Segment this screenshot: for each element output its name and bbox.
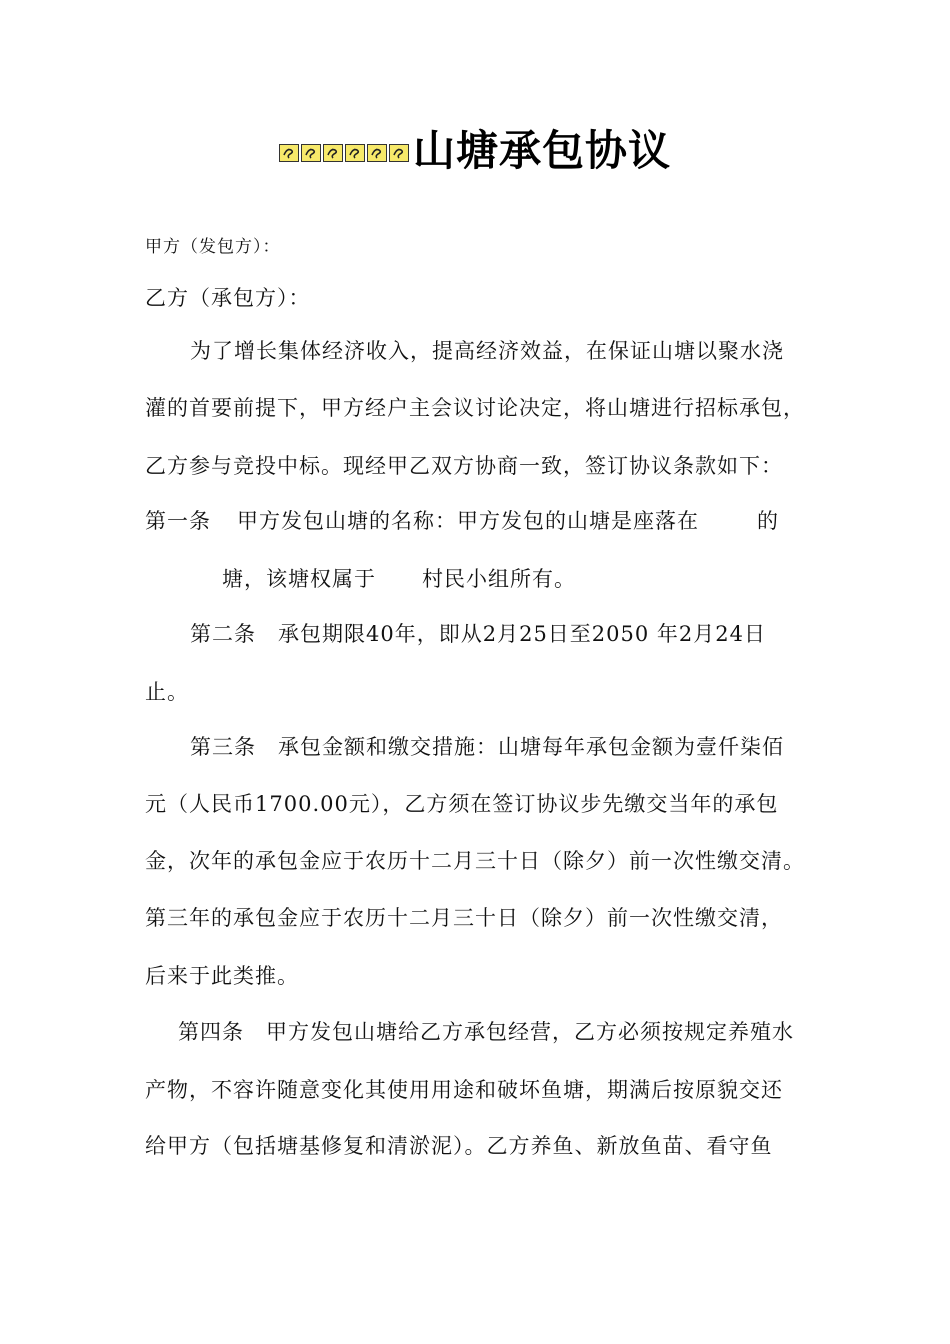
article-1-heading: 第一条 bbox=[145, 509, 211, 533]
paragraph-intro-line: 乙方参与竞投中标。现经甲乙双方协商一致，签订协议条款如下： bbox=[145, 454, 783, 478]
party-a-line: 甲方（发包方）： bbox=[145, 237, 281, 257]
article-3-line: 第三条 承包金额和缴交措施：山塘每年承包金额为壹仟柒佰 bbox=[190, 735, 784, 759]
article-1-owner-tail: 村民小组所有。 bbox=[422, 567, 576, 591]
title-ornament bbox=[279, 143, 411, 163]
article-1-tail: 的 bbox=[757, 509, 779, 533]
document-title: 山塘承包协议 bbox=[412, 126, 671, 175]
article-1-line bbox=[145, 505, 779, 535]
article-1-owner-text: 塘，该塘权属于 bbox=[222, 567, 376, 591]
article-4-line: 产物，不容许随意变化其使用用途和破坏鱼塘，期满后按原貌交还 bbox=[145, 1078, 783, 1102]
ornament-icon bbox=[367, 144, 387, 162]
article-2-line: 止。 bbox=[145, 680, 189, 704]
article-3-line: 金，次年的承包金应于农历十二月三十日（除夕）前一次性缴交清。 bbox=[145, 849, 805, 873]
article-3-line: 第三年的承包金应于农历十二月三十日（除夕）前一次性缴交清， bbox=[145, 906, 783, 930]
ornament-icon bbox=[389, 144, 409, 162]
ornament-icon bbox=[279, 144, 299, 162]
article-4-line: 第四条 甲方发包山塘给乙方承包经营，乙方必须按规定养殖水 bbox=[178, 1020, 794, 1044]
party-b-line: 乙方（承包方）： bbox=[145, 286, 311, 310]
article-1-text: 甲方发包山塘的名称：甲方发包的山塘是座落在 bbox=[237, 509, 699, 533]
article-1-line bbox=[222, 563, 576, 593]
article-2-line: 第二条 承包期限40年，即从2月25日至2050 年2月24日 bbox=[190, 622, 767, 646]
paragraph-intro-line: 为了增长集体经济收入，提高经济效益，在保证山塘以聚水浇 bbox=[190, 339, 784, 363]
article-3-line: 元（人民币1700.00元），乙方须在签订协议步先缴交当年的承包 bbox=[145, 792, 779, 816]
article-4-line: 给甲方（包括塘基修复和清淤泥）。乙方养鱼、新放鱼苗、看守鱼 bbox=[145, 1134, 773, 1158]
article-3-line: 后来于此类推。 bbox=[145, 964, 299, 988]
ornament-icon bbox=[323, 144, 343, 162]
title-row bbox=[0, 118, 950, 178]
ornament-icon bbox=[345, 144, 365, 162]
ornament-icon bbox=[301, 144, 321, 162]
paragraph-intro-line: 灌的首要前提下，甲方经户主会议讨论决定，将山塘进行招标承包， bbox=[145, 396, 805, 420]
